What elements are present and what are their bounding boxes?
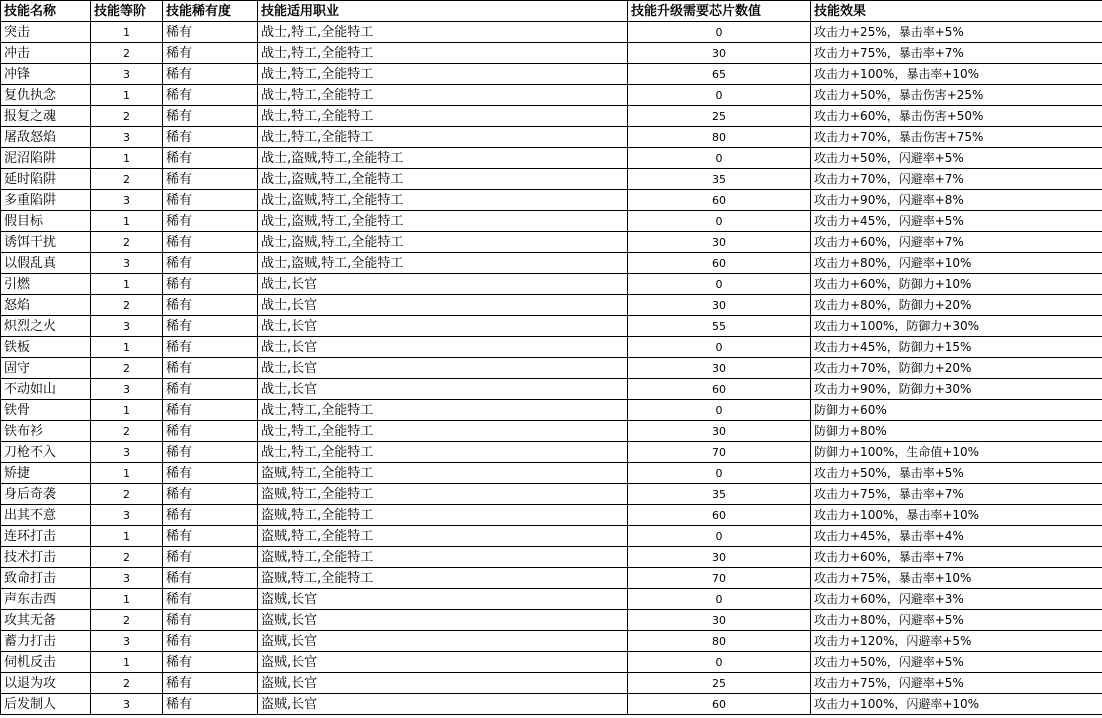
cell-skill-classes: 战士,长官: [258, 274, 628, 295]
cell-skill-rarity: 稀有: [163, 610, 258, 631]
cell-skill-rarity: 稀有: [163, 190, 258, 211]
cell-upgrade-chips: 30: [628, 610, 811, 631]
cell-skill-name: 伺机反击: [1, 652, 91, 673]
cell-skill-rarity: 稀有: [163, 484, 258, 505]
table-row: [1, 22, 1102, 43]
table-row: [1, 547, 1102, 568]
cell-skill-tier: 3: [91, 316, 163, 337]
cell-skill-effect: 攻击力+90%，防御力+30%: [811, 379, 1102, 400]
table-row: [1, 127, 1102, 148]
cell-skill-effect: 攻击力+100%，防御力+30%: [811, 316, 1102, 337]
cell-skill-effect: 攻击力+120%，闪避率+5%: [811, 631, 1102, 652]
cell-upgrade-chips: 60: [628, 694, 811, 715]
cell-skill-classes: 战士,长官: [258, 316, 628, 337]
cell-skill-classes: 盗贼,长官: [258, 589, 628, 610]
cell-skill-tier: 3: [91, 127, 163, 148]
cell-skill-name: 身后奇袭: [1, 484, 91, 505]
cell-skill-effect: 攻击力+75%，暴击率+10%: [811, 568, 1102, 589]
cell-upgrade-chips: 0: [628, 22, 811, 43]
cell-upgrade-chips: 80: [628, 127, 811, 148]
cell-skill-name: 矫捷: [1, 463, 91, 484]
cell-upgrade-chips: 0: [628, 274, 811, 295]
cell-upgrade-chips: 35: [628, 484, 811, 505]
cell-skill-classes: 盗贼,长官: [258, 652, 628, 673]
cell-skill-rarity: 稀有: [163, 211, 258, 232]
cell-skill-effect: 攻击力+70%，防御力+20%: [811, 358, 1102, 379]
cell-skill-tier: 3: [91, 190, 163, 211]
cell-skill-tier: 1: [91, 22, 163, 43]
cell-skill-effect: 攻击力+50%，闪避率+5%: [811, 652, 1102, 673]
cell-skill-rarity: 稀有: [163, 652, 258, 673]
cell-skill-rarity: 稀有: [163, 253, 258, 274]
cell-skill-tier: 2: [91, 673, 163, 694]
cell-upgrade-chips: 0: [628, 337, 811, 358]
cell-skill-effect: 攻击力+60%，暴击伤害+50%: [811, 106, 1102, 127]
cell-skill-rarity: 稀有: [163, 295, 258, 316]
cell-skill-name: 以假乱真: [1, 253, 91, 274]
cell-upgrade-chips: 0: [628, 526, 811, 547]
cell-skill-effect: 攻击力+60%，防御力+10%: [811, 274, 1102, 295]
cell-skill-tier: 3: [91, 694, 163, 715]
cell-skill-name: 报复之魂: [1, 106, 91, 127]
cell-skill-tier: 3: [91, 379, 163, 400]
cell-skill-effect: 攻击力+100%，闪避率+10%: [811, 694, 1102, 715]
cell-skill-effect: 攻击力+75%，闪避率+5%: [811, 673, 1102, 694]
table-row: [1, 631, 1102, 652]
cell-upgrade-chips: 30: [628, 232, 811, 253]
cell-skill-effect: 攻击力+75%，暴击率+7%: [811, 484, 1102, 505]
cell-skill-tier: 1: [91, 463, 163, 484]
table-row: [1, 43, 1102, 64]
table-row: [1, 526, 1102, 547]
cell-skill-effect: 攻击力+50%，闪避率+5%: [811, 148, 1102, 169]
cell-skill-name: 以退为攻: [1, 673, 91, 694]
cell-skill-tier: 3: [91, 568, 163, 589]
cell-skill-effect: 攻击力+60%，闪避率+3%: [811, 589, 1102, 610]
cell-skill-effect: 攻击力+50%，暴击伤害+25%: [811, 85, 1102, 106]
table-row: [1, 442, 1102, 463]
cell-skill-rarity: 稀有: [163, 85, 258, 106]
header-skill-effect: 技能效果: [811, 1, 1102, 22]
cell-upgrade-chips: 25: [628, 106, 811, 127]
cell-skill-classes: 盗贼,特工,全能特工: [258, 484, 628, 505]
cell-skill-tier: 3: [91, 442, 163, 463]
header-skill-name: 技能名称: [1, 1, 91, 22]
cell-skill-effect: 防御力+100%，生命值+10%: [811, 442, 1102, 463]
cell-skill-name: 出其不意: [1, 505, 91, 526]
cell-upgrade-chips: 0: [628, 589, 811, 610]
cell-upgrade-chips: 30: [628, 43, 811, 64]
cell-skill-effect: 攻击力+45%，闪避率+5%: [811, 211, 1102, 232]
cell-skill-rarity: 稀有: [163, 358, 258, 379]
cell-skill-classes: 战士,盗贼,特工,全能特工: [258, 211, 628, 232]
cell-skill-tier: 1: [91, 652, 163, 673]
cell-skill-rarity: 稀有: [163, 400, 258, 421]
cell-skill-tier: 2: [91, 169, 163, 190]
cell-skill-classes: 战士,盗贼,特工,全能特工: [258, 232, 628, 253]
cell-skill-effect: 攻击力+45%，暴击率+4%: [811, 526, 1102, 547]
cell-skill-name: 复仇执念: [1, 85, 91, 106]
cell-skill-name: 后发制人: [1, 694, 91, 715]
cell-upgrade-chips: 25: [628, 673, 811, 694]
cell-skill-classes: 战士,特工,全能特工: [258, 127, 628, 148]
cell-upgrade-chips: 30: [628, 295, 811, 316]
cell-skill-name: 连环打击: [1, 526, 91, 547]
cell-upgrade-chips: 0: [628, 148, 811, 169]
cell-upgrade-chips: 0: [628, 463, 811, 484]
cell-skill-effect: 攻击力+60%，暴击率+7%: [811, 547, 1102, 568]
cell-skill-classes: 战士,特工,全能特工: [258, 442, 628, 463]
cell-skill-rarity: 稀有: [163, 379, 258, 400]
cell-skill-classes: 盗贼,长官: [258, 673, 628, 694]
cell-skill-name: 不动如山: [1, 379, 91, 400]
cell-skill-name: 引燃: [1, 274, 91, 295]
cell-skill-effect: 攻击力+100%，暴击率+10%: [811, 64, 1102, 85]
cell-upgrade-chips: 70: [628, 442, 811, 463]
table-row: [1, 484, 1102, 505]
table-row: [1, 64, 1102, 85]
cell-skill-name: 炽烈之火: [1, 316, 91, 337]
cell-skill-classes: 战士,盗贼,特工,全能特工: [258, 148, 628, 169]
header-skill-classes: 技能适用职业: [258, 1, 628, 22]
cell-skill-tier: 3: [91, 631, 163, 652]
cell-skill-classes: 战士,长官: [258, 295, 628, 316]
table-row: [1, 85, 1102, 106]
cell-skill-tier: 2: [91, 43, 163, 64]
cell-upgrade-chips: 60: [628, 379, 811, 400]
cell-skill-name: 攻其无备: [1, 610, 91, 631]
table-row: [1, 568, 1102, 589]
header-row: [1, 1, 1102, 22]
cell-skill-rarity: 稀有: [163, 421, 258, 442]
cell-skill-effect: 攻击力+90%，闪避率+8%: [811, 190, 1102, 211]
cell-skill-effect: 攻击力+80%，闪避率+5%: [811, 610, 1102, 631]
cell-skill-rarity: 稀有: [163, 169, 258, 190]
cell-skill-rarity: 稀有: [163, 127, 258, 148]
table-row: [1, 274, 1102, 295]
cell-skill-name: 蓄力打击: [1, 631, 91, 652]
cell-skill-tier: 1: [91, 337, 163, 358]
cell-skill-tier: 1: [91, 85, 163, 106]
table-row: [1, 463, 1102, 484]
cell-skill-tier: 3: [91, 253, 163, 274]
cell-skill-tier: 1: [91, 526, 163, 547]
cell-skill-effect: 攻击力+80%，防御力+20%: [811, 295, 1102, 316]
cell-skill-name: 铁布衫: [1, 421, 91, 442]
table-row: [1, 169, 1102, 190]
table-row: [1, 148, 1102, 169]
cell-skill-classes: 盗贼,长官: [258, 610, 628, 631]
cell-skill-effect: 防御力+60%: [811, 400, 1102, 421]
cell-upgrade-chips: 0: [628, 85, 811, 106]
cell-upgrade-chips: 35: [628, 169, 811, 190]
cell-skill-effect: 攻击力+60%，闪避率+7%: [811, 232, 1102, 253]
cell-skill-name: 刀枪不入: [1, 442, 91, 463]
cell-skill-effect: 攻击力+50%，暴击率+5%: [811, 463, 1102, 484]
cell-skill-classes: 盗贼,特工,全能特工: [258, 463, 628, 484]
cell-skill-effect: 攻击力+75%，暴击率+7%: [811, 43, 1102, 64]
cell-upgrade-chips: 30: [628, 421, 811, 442]
header-skill-tier: 技能等阶: [91, 1, 163, 22]
cell-skill-rarity: 稀有: [163, 43, 258, 64]
header-upgrade-chips: 技能升级需要芯片数值: [628, 1, 811, 22]
table-row: [1, 316, 1102, 337]
cell-skill-rarity: 稀有: [163, 232, 258, 253]
cell-upgrade-chips: 80: [628, 631, 811, 652]
cell-skill-classes: 盗贼,特工,全能特工: [258, 547, 628, 568]
table-row: [1, 211, 1102, 232]
table-row: [1, 673, 1102, 694]
cell-skill-rarity: 稀有: [163, 106, 258, 127]
cell-skill-classes: 盗贼,长官: [258, 694, 628, 715]
cell-skill-tier: 2: [91, 295, 163, 316]
cell-upgrade-chips: 0: [628, 211, 811, 232]
cell-skill-classes: 战士,特工,全能特工: [258, 64, 628, 85]
cell-skill-rarity: 稀有: [163, 274, 258, 295]
cell-skill-effect: 攻击力+70%，闪避率+7%: [811, 169, 1102, 190]
cell-skill-name: 冲锋: [1, 64, 91, 85]
cell-skill-effect: 攻击力+70%，暴击伤害+75%: [811, 127, 1102, 148]
cell-skill-name: 铁板: [1, 337, 91, 358]
cell-skill-rarity: 稀有: [163, 568, 258, 589]
cell-skill-tier: 3: [91, 505, 163, 526]
cell-skill-tier: 1: [91, 589, 163, 610]
cell-skill-rarity: 稀有: [163, 505, 258, 526]
table-row: [1, 232, 1102, 253]
cell-upgrade-chips: 60: [628, 190, 811, 211]
cell-skill-name: 固守: [1, 358, 91, 379]
cell-skill-classes: 战士,盗贼,特工,全能特工: [258, 190, 628, 211]
cell-upgrade-chips: 0: [628, 400, 811, 421]
cell-upgrade-chips: 0: [628, 652, 811, 673]
table-row: [1, 190, 1102, 211]
table-row: [1, 106, 1102, 127]
cell-skill-name: 泥沼陷阱: [1, 148, 91, 169]
table-row: [1, 421, 1102, 442]
cell-skill-name: 延时陷阱: [1, 169, 91, 190]
cell-skill-name: 冲击: [1, 43, 91, 64]
table-row: [1, 358, 1102, 379]
cell-skill-effect: 攻击力+25%，暴击率+5%: [811, 22, 1102, 43]
cell-skill-name: 屠敌怒焰: [1, 127, 91, 148]
cell-skill-name: 声东击西: [1, 589, 91, 610]
cell-skill-tier: 1: [91, 274, 163, 295]
table-row: [1, 652, 1102, 673]
table-row: [1, 379, 1102, 400]
cell-skill-rarity: 稀有: [163, 148, 258, 169]
cell-skill-tier: 2: [91, 610, 163, 631]
cell-skill-tier: 1: [91, 211, 163, 232]
cell-skill-rarity: 稀有: [163, 463, 258, 484]
table-row: [1, 253, 1102, 274]
cell-skill-classes: 战士,特工,全能特工: [258, 85, 628, 106]
cell-skill-tier: 1: [91, 148, 163, 169]
cell-skill-rarity: 稀有: [163, 589, 258, 610]
table-row: [1, 400, 1102, 421]
cell-upgrade-chips: 60: [628, 505, 811, 526]
cell-skill-tier: 2: [91, 106, 163, 127]
cell-skill-tier: 2: [91, 421, 163, 442]
table-row: [1, 589, 1102, 610]
table-row: [1, 505, 1102, 526]
cell-skill-rarity: 稀有: [163, 316, 258, 337]
cell-skill-name: 铁骨: [1, 400, 91, 421]
header-skill-rarity: 技能稀有度: [163, 1, 258, 22]
table-row: [1, 610, 1102, 631]
cell-skill-tier: 1: [91, 400, 163, 421]
cell-skill-classes: 战士,特工,全能特工: [258, 22, 628, 43]
cell-skill-name: 技术打击: [1, 547, 91, 568]
cell-upgrade-chips: 70: [628, 568, 811, 589]
cell-skill-effect: 攻击力+80%，闪避率+10%: [811, 253, 1102, 274]
cell-skill-classes: 战士,长官: [258, 358, 628, 379]
cell-skill-classes: 盗贼,特工,全能特工: [258, 505, 628, 526]
cell-skill-rarity: 稀有: [163, 547, 258, 568]
cell-skill-classes: 盗贼,特工,全能特工: [258, 526, 628, 547]
cell-skill-name: 致命打击: [1, 568, 91, 589]
cell-skill-rarity: 稀有: [163, 526, 258, 547]
cell-skill-effect: 攻击力+45%，防御力+15%: [811, 337, 1102, 358]
cell-skill-classes: 盗贼,长官: [258, 631, 628, 652]
cell-skill-name: 怒焰: [1, 295, 91, 316]
cell-skill-rarity: 稀有: [163, 694, 258, 715]
cell-skill-classes: 战士,特工,全能特工: [258, 400, 628, 421]
cell-skill-classes: 战士,特工,全能特工: [258, 106, 628, 127]
table-row: [1, 295, 1102, 316]
cell-skill-classes: 战士,特工,全能特工: [258, 43, 628, 64]
cell-skill-tier: 2: [91, 232, 163, 253]
cell-upgrade-chips: 60: [628, 253, 811, 274]
cell-skill-rarity: 稀有: [163, 64, 258, 85]
cell-skill-rarity: 稀有: [163, 631, 258, 652]
cell-skill-rarity: 稀有: [163, 22, 258, 43]
cell-skill-name: 突击: [1, 22, 91, 43]
cell-skill-classes: 战士,长官: [258, 379, 628, 400]
cell-skill-classes: 盗贼,特工,全能特工: [258, 568, 628, 589]
cell-skill-tier: 2: [91, 358, 163, 379]
cell-skill-name: 假目标: [1, 211, 91, 232]
cell-upgrade-chips: 55: [628, 316, 811, 337]
cell-upgrade-chips: 30: [628, 547, 811, 568]
table-row: [1, 337, 1102, 358]
cell-skill-classes: 战士,特工,全能特工: [258, 421, 628, 442]
cell-skill-name: 诱饵干扰: [1, 232, 91, 253]
cell-skill-tier: 2: [91, 547, 163, 568]
cell-upgrade-chips: 65: [628, 64, 811, 85]
cell-skill-rarity: 稀有: [163, 337, 258, 358]
cell-skill-classes: 战士,盗贼,特工,全能特工: [258, 169, 628, 190]
cell-upgrade-chips: 30: [628, 358, 811, 379]
cell-skill-classes: 战士,长官: [258, 337, 628, 358]
cell-skill-rarity: 稀有: [163, 673, 258, 694]
cell-skill-name: 多重陷阱: [1, 190, 91, 211]
cell-skill-effect: 防御力+80%: [811, 421, 1102, 442]
cell-skill-effect: 攻击力+100%，暴击率+10%: [811, 505, 1102, 526]
cell-skill-rarity: 稀有: [163, 442, 258, 463]
table-row: [1, 694, 1102, 715]
cell-skill-classes: 战士,盗贼,特工,全能特工: [258, 253, 628, 274]
cell-skill-tier: 2: [91, 484, 163, 505]
cell-skill-tier: 3: [91, 64, 163, 85]
